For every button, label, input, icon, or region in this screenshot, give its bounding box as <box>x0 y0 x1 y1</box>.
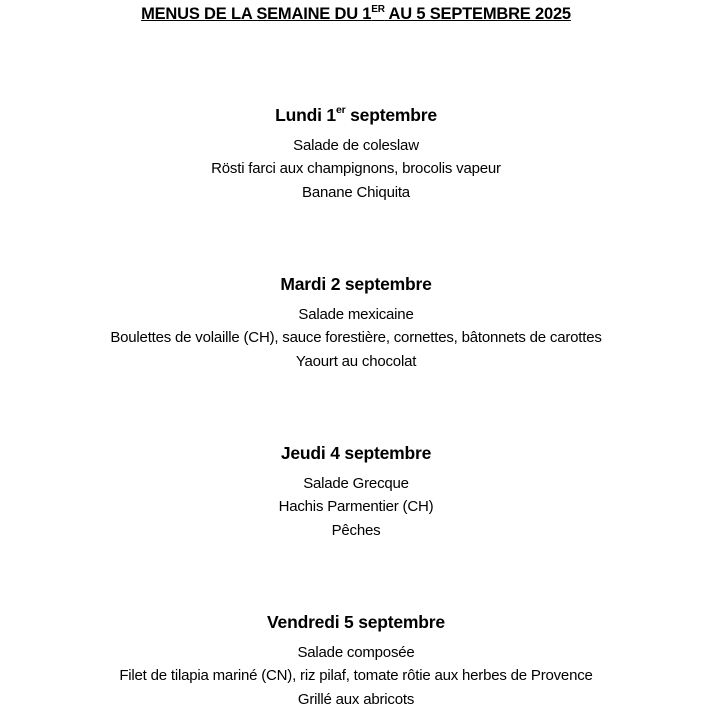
dish-main: Boulettes de volaille (CH), sauce forestière, cornettes, bâtonnets de carottes <box>110 329 602 347</box>
day-section-thursday <box>0 442 712 542</box>
day-title-text: Mardi 2 septembre <box>280 274 432 294</box>
day-title <box>0 273 712 295</box>
day-section-friday <box>0 611 712 711</box>
page-title <box>0 4 712 24</box>
dish-dessert: Grillé aux abricots <box>297 690 415 708</box>
day-title-text: Vendredi 5 septembre <box>267 612 445 632</box>
day-section-monday <box>0 104 712 204</box>
dish-dessert: Pêches <box>331 521 381 539</box>
day-title-superscript: er <box>335 104 346 117</box>
title-text: MENUS DE LA SEMAINE DU 1 <box>141 5 372 23</box>
dish-starter: Salade mexicaine <box>298 306 414 323</box>
day-title <box>0 104 712 126</box>
day-title-text-end: septembre <box>345 105 437 125</box>
title-text-end: AU 5 SEPTEMBRE 2025 <box>384 5 571 23</box>
dish-dessert: Banane Chiquita <box>302 183 410 201</box>
day-title-text: Lundi 1 <box>275 105 336 125</box>
day-title-text: Jeudi 4 septembre <box>280 443 432 463</box>
day-title <box>0 611 712 633</box>
day-section-tuesday <box>0 273 712 373</box>
title-superscript: ER <box>371 3 385 15</box>
dish-main: Filet de tilapia mariné (CN), riz pilaf, tomate rôtie aux herbes de Provence <box>119 667 593 685</box>
day-title <box>0 442 712 464</box>
dish-starter: Salade Grecque <box>303 475 409 492</box>
dish-dessert: Yaourt au chocolat <box>295 352 417 370</box>
dish-starter: Salade composée <box>297 644 415 661</box>
dish-starter: Salade de coleslaw <box>293 137 419 154</box>
dish-main: Rösti farci aux champignons, brocolis vapeur <box>211 160 501 178</box>
dish-main: Hachis Parmentier (CH) <box>278 498 434 516</box>
